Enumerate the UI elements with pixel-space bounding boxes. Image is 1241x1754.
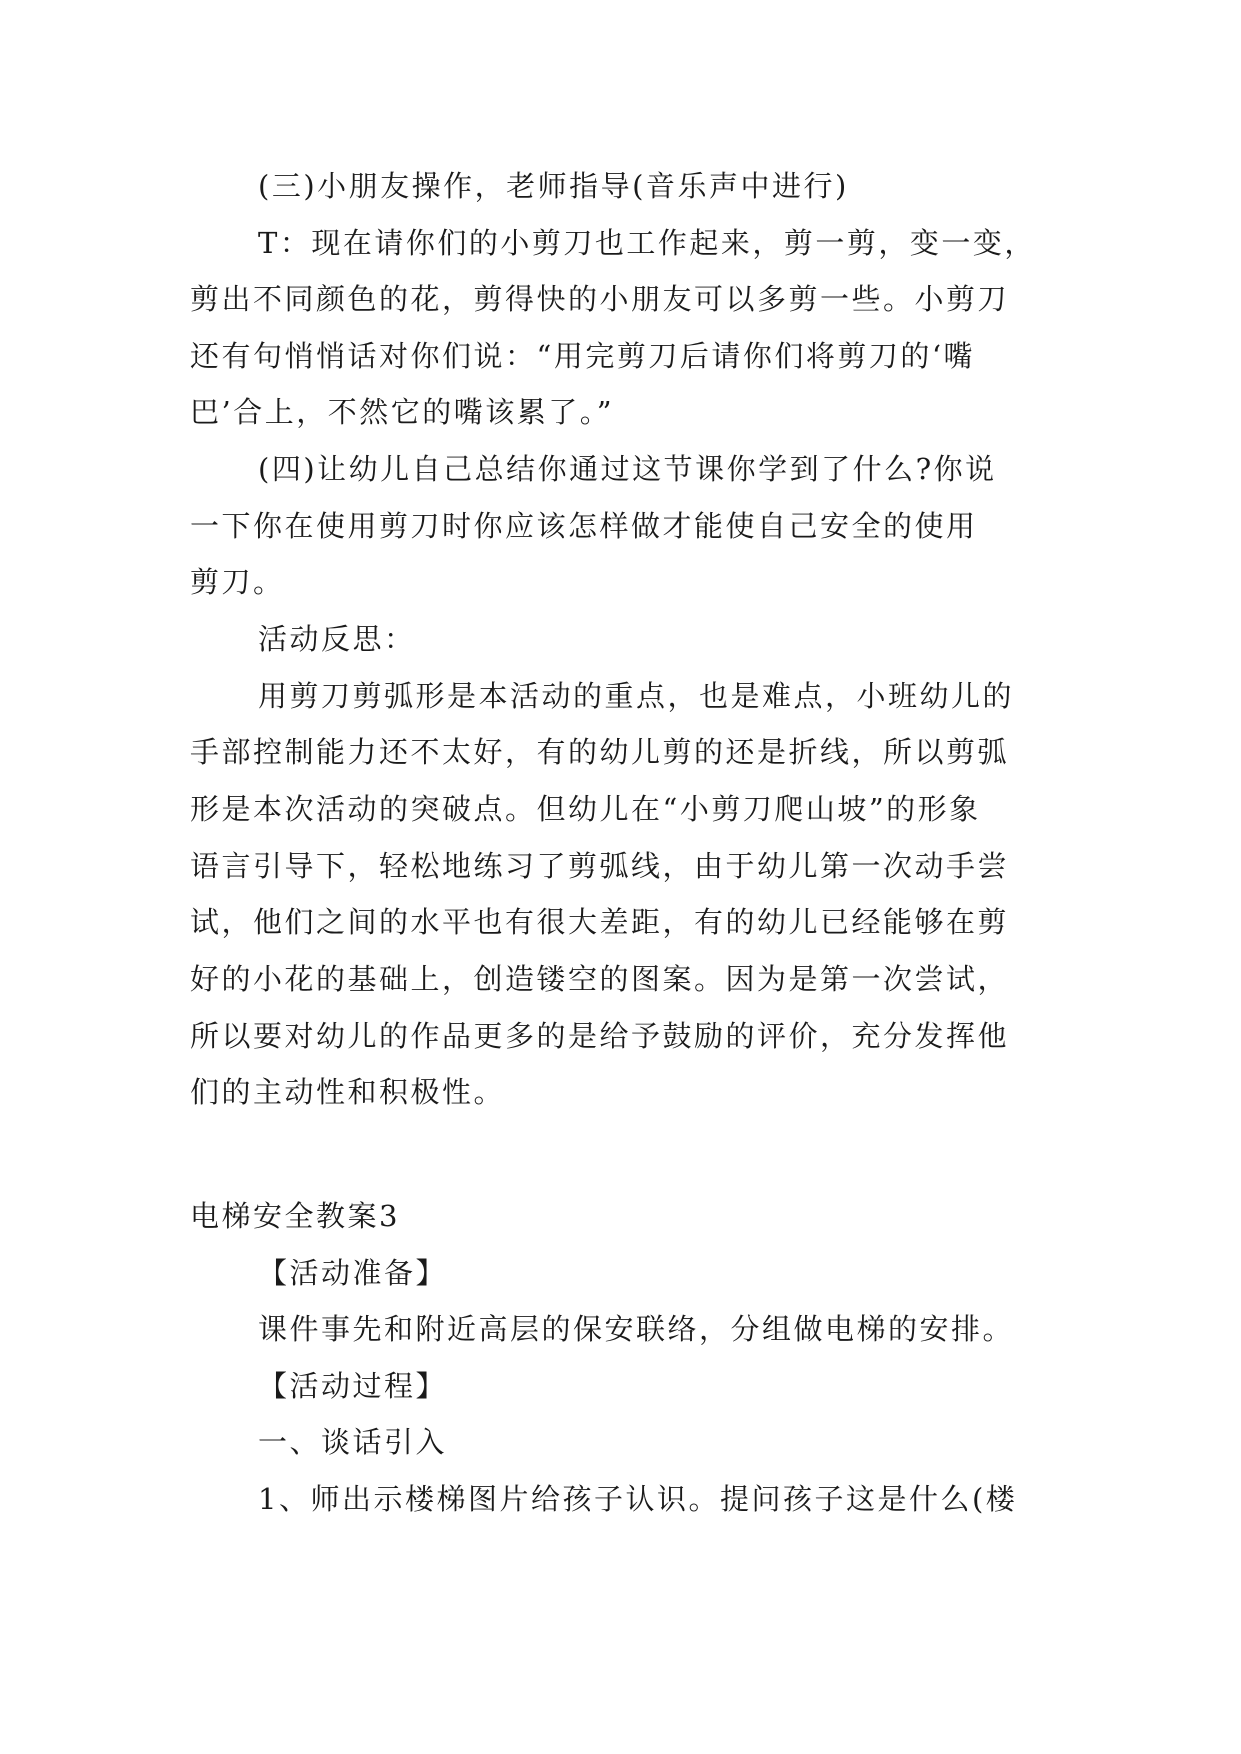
section-three-heading: (三)小朋友操作，老师指导(音乐声中进行) bbox=[258, 169, 849, 203]
paragraph-line: 好的小花的基础上，创造镂空的图案。因为是第一次尝试， bbox=[190, 962, 1010, 996]
paragraph-line: 巴’合上，不然它的嘴该累了。” bbox=[190, 395, 615, 429]
paragraph-line: 剪刀。 bbox=[190, 565, 285, 599]
paragraph-line: 所以要对幼儿的作品更多的是给予鼓励的评价，充分发挥他 bbox=[190, 1019, 1010, 1053]
paragraph-line: 手部控制能力还不太好，有的幼儿剪的还是折线，所以剪弧 bbox=[190, 735, 1010, 769]
prep-heading: 【活动准备】 bbox=[258, 1256, 448, 1290]
step-item: 1、师出示楼梯图片给孩子认识。提问孩子这是什么(楼 bbox=[258, 1482, 1018, 1516]
paragraph-line: 一下你在使用剪刀时你应该怎样做才能使自己安全的使用 bbox=[190, 509, 978, 543]
paragraph-line: 语言引导下，轻松地练习了剪弧线，由于幼儿第一次动手尝 bbox=[190, 849, 1010, 883]
paragraph-line: T：现在请你们的小剪刀也工作起来，剪一剪，变一变， bbox=[258, 226, 1036, 260]
paragraph-line: 还有句悄悄话对你们说：“用完剪刀后请你们将剪刀的‘嘴 bbox=[190, 339, 976, 373]
reflection-heading: 活动反思： bbox=[258, 622, 416, 656]
prep-text: 课件事先和附近高层的保安联络，分组做电梯的安排。 bbox=[258, 1312, 1015, 1346]
paragraph-line: 用剪刀剪弧形是本活动的重点，也是难点，小班幼儿的 bbox=[258, 679, 1015, 713]
step-heading: 一、谈话引入 bbox=[258, 1425, 448, 1459]
paragraph-line: (四)让幼儿自己总结你通过这节课你学到了什么?你说 bbox=[258, 452, 997, 486]
paragraph-line: 剪出不同颜色的花，剪得快的小朋友可以多剪一些。小剪刀 bbox=[190, 282, 1010, 316]
process-heading: 【活动过程】 bbox=[258, 1369, 448, 1403]
paragraph-line: 形是本次活动的突破点。但幼儿在“小剪刀爬山坡”的形象 bbox=[190, 792, 981, 826]
paragraph-line: 们的主动性和积极性。 bbox=[190, 1075, 506, 1109]
paragraph-line: 试，他们之间的水平也有很大差距，有的幼儿已经能够在剪 bbox=[190, 905, 1010, 939]
lesson-title: 电梯安全教案3 bbox=[190, 1199, 400, 1233]
